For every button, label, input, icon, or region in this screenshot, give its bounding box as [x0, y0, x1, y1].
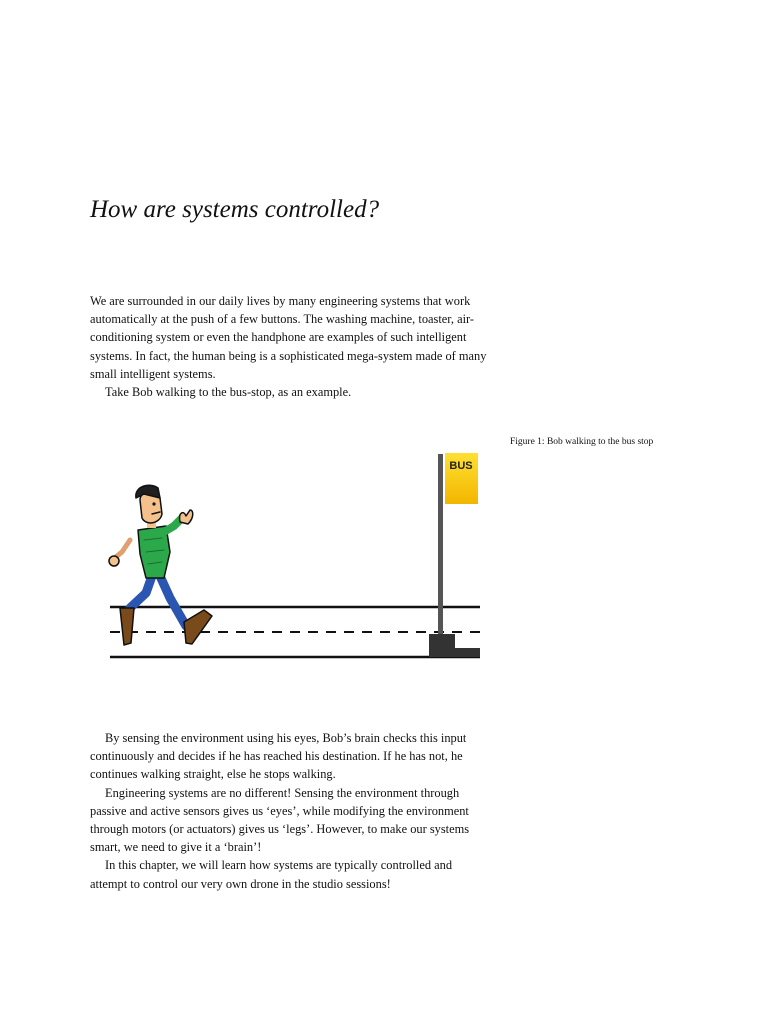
- paragraph: By sensing the environment using his eyes, Bob’s brain checks this input continuously and decides if he has reached his destination. If he has not, he continues walking straight, else he stops walking.: [90, 731, 467, 782]
- figure-caption: Figure 1: Bob walking to the bus stop: [510, 437, 654, 447]
- paragraph: We are surrounded in our daily lives by many engineering systems that work automatically at the push of a few buttons. The washing machine, toaster, air-conditioning system or even the handphone are examples of such intelligent systems. In fact, the human being is a sophisticated mega-system made of many small intelligent systems.: [90, 294, 487, 381]
- paragraph: Take Bob walking to the bus-stop, as an example.: [105, 385, 352, 400]
- intro-text: [90, 292, 490, 401]
- bus-sign-text: BUS: [449, 460, 473, 472]
- bob-shoe-front: [184, 610, 212, 644]
- body-text: [90, 729, 490, 893]
- page-title: How are systems controlled?: [90, 196, 380, 223]
- bob-hand-left: [109, 556, 119, 566]
- bob-character: [109, 485, 212, 645]
- paragraph: In this chapter, we will learn how systems are typically controlled and attempt to control our very own drone in the studio sessions!: [90, 858, 453, 891]
- bus-stop-pole: [438, 454, 443, 636]
- bob-hand-thumbs-up: [180, 510, 193, 524]
- bus-stop-foot: [429, 648, 480, 657]
- bob-shoe-back: [120, 608, 134, 645]
- paragraph: Engineering systems are no different! Sensing the environment through passive and active sensors gives us ‘eyes’, while modifying the environment through motors (or actuators) gives us ‘legs’. However, to make our systems smart, we need to give it a ‘brain’!: [90, 785, 470, 855]
- bob-walking-figure: [100, 448, 485, 663]
